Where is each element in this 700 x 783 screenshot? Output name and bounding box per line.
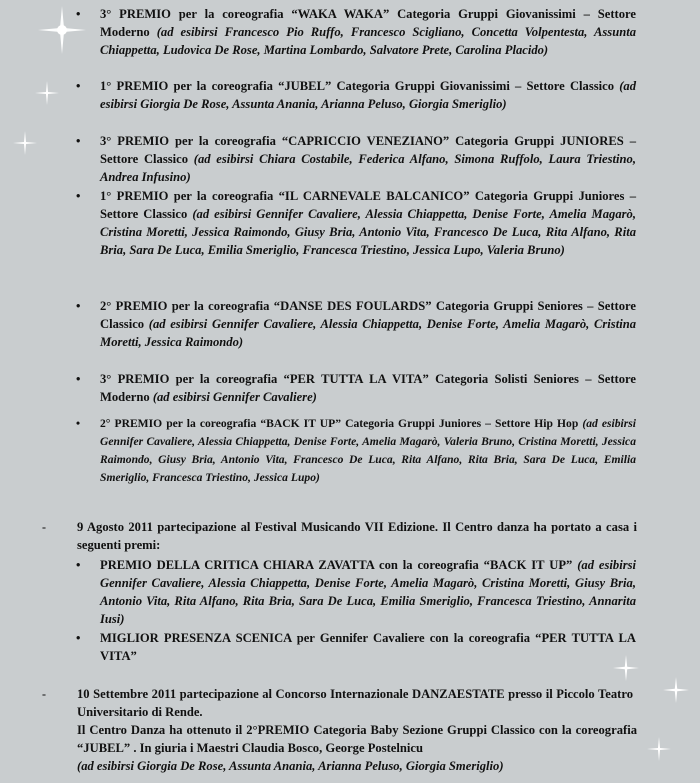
- bullet: •: [76, 189, 81, 203]
- award-title: 2° PREMIO per la coreografia “BACK IT UP” Categoria Gruppi Juniores – Settore Hip Hop: [100, 417, 579, 430]
- award-performers: (ad esibirsi Giorgia De Rose, Assunta Anania, Arianna Peluso, Giorgia Smeriglio): [100, 79, 637, 111]
- award-title: 3° PREMIO per la coreografia “PER TUTTA LA VITA” Categoria Solisti Seniores – Settore Moderno: [100, 372, 636, 404]
- award-performers: (ad esibirsi Chiara Costabile, Federica Alfano, Simona Ruffolo, Laura Triestino, Andrea Infusino): [100, 152, 636, 184]
- sparkle-icon: [646, 736, 672, 762]
- award-title: 1° PREMIO per la coreografia “IL CARNEVALE BALCANICO” Categoria Gruppi Juniores – Settore Classico: [100, 189, 636, 221]
- list-item: [76, 297, 636, 351]
- award-performers: (ad esibirsi Gennifer Cavaliere, Alessia Chiappetta, Denise Forte, Amelia Magarò, Cristina Moretti, Jessica Raimondo): [100, 317, 636, 349]
- award-title: 3° PREMIO per la coreografia “WAKA WAKA” Categoria Gruppi Giovanissimi – Settore Moderno: [100, 7, 636, 39]
- list-item: [76, 370, 636, 406]
- bullet: •: [76, 417, 81, 430]
- bullet: •: [76, 372, 81, 386]
- list-item: [76, 415, 636, 487]
- award-title: 2° PREMIO per la coreografia “DANSE DES FOULARDS” Categoria Gruppi Seniores – Settore Classico: [100, 299, 636, 331]
- bullet: •: [76, 558, 81, 572]
- list-item: [76, 5, 636, 59]
- award-performers: (ad esibirsi Gennifer Cavaliere, Alessia Chiappetta, Denise Forte, Amelia Magarò, Valeria Bruno, Cristina Moretti, Jessica Raimondo, Giusy Bria, Antonio Vita, Francesco De Luca, Rita Alfano, Rita Bria, Sara De Luca, Emilia Smeriglio, Francesca Triestino, Jessica Lupo): [100, 417, 636, 484]
- bullet: •: [76, 7, 81, 21]
- award-performers: (ad esibirsi Gennifer Cavaliere): [149, 390, 317, 404]
- bullet: •: [76, 299, 81, 313]
- concorso-performers: (ad esibirsi Giorgia De Rose, Assunta Anania, Arianna Peluso, Giorgia Smeriglio): [77, 759, 504, 773]
- award-title: 1° PREMIO per la coreografia “JUBEL” Categoria Gruppi Giovanissimi – Settore Classico: [100, 79, 615, 93]
- sparkle-icon: [662, 676, 690, 704]
- award-title: 3° PREMIO per la coreografia “CAPRICCIO VENEZIANO” Categoria Gruppi JUNIORES – Settore Classico: [100, 134, 636, 166]
- bullet: •: [76, 631, 81, 645]
- sparkle-icon: [12, 130, 38, 156]
- list-item: [76, 629, 636, 665]
- award-performers: (ad esibirsi Francesco Pio Ruffo, Francesco Scigliano, Concetta Volpentesta, Assunta Chiappetta, Ludovica De Rose, Martina Lombardo, Salvatore Prete, Carolina Placido): [100, 25, 636, 57]
- concorso-result: Il Centro Danza ha ottenuto il 2°PREMIO Categoria Baby Sezione Gruppi Classico con la coreografia “JUBEL” . In giuria i Maestri Claudia Bosco, George Postelnicu: [77, 723, 637, 755]
- list-item: [76, 132, 636, 186]
- bullet: •: [76, 134, 81, 148]
- award-performers: (ad esibirsi Gennifer Cavaliere, Alessia Chiappetta, Denise Forte, Amelia Magarò, Cristina Moretti, Giusy Bria, Antonio Vita, Rita Alfano, Rita Bria, Sara De Luca, Emilia Smeriglio, Francesca Triestino, Annarita Iusi): [100, 558, 636, 626]
- list-item: [76, 77, 637, 113]
- dash-marker: -: [42, 687, 46, 701]
- concorso-intro: 10 Settembre 2011 partecipazione al Concorso Internazionale DANZAESTATE presso il Piccolo Teatro Universitario di Rende.: [77, 687, 633, 719]
- sparkle-icon: [34, 80, 60, 106]
- list-item: [76, 556, 636, 628]
- festival-intro: 9 Agosto 2011 partecipazione al Festival Musicando VII Edizione. Il Centro danza ha portato a casa i seguenti premi:: [77, 520, 637, 552]
- bullet: •: [76, 79, 81, 93]
- award-title: MIGLIOR PRESENZA SCENICA per Gennifer Cavaliere con la coreografia “PER TUTTA LA VITA”: [100, 631, 636, 663]
- award-performers: (ad esibirsi Gennifer Cavaliere, Alessia Chiappetta, Denise Forte, Amelia Magarò, Cristina Moretti, Jessica Raimondo, Giusy Bria, Antonio Vita, Francesco De Luca, Rita Alfano, Rita Bria, Sara De Luca, Emilia Smeriglio, Francesca Triestino, Jessica Lupo, Valeria Bruno): [100, 207, 636, 257]
- dash-marker: -: [42, 520, 46, 534]
- award-title: PREMIO DELLA CRITICA CHIARA ZAVATTA con la coreografia “BACK IT UP”: [100, 558, 573, 572]
- list-item: [76, 187, 636, 259]
